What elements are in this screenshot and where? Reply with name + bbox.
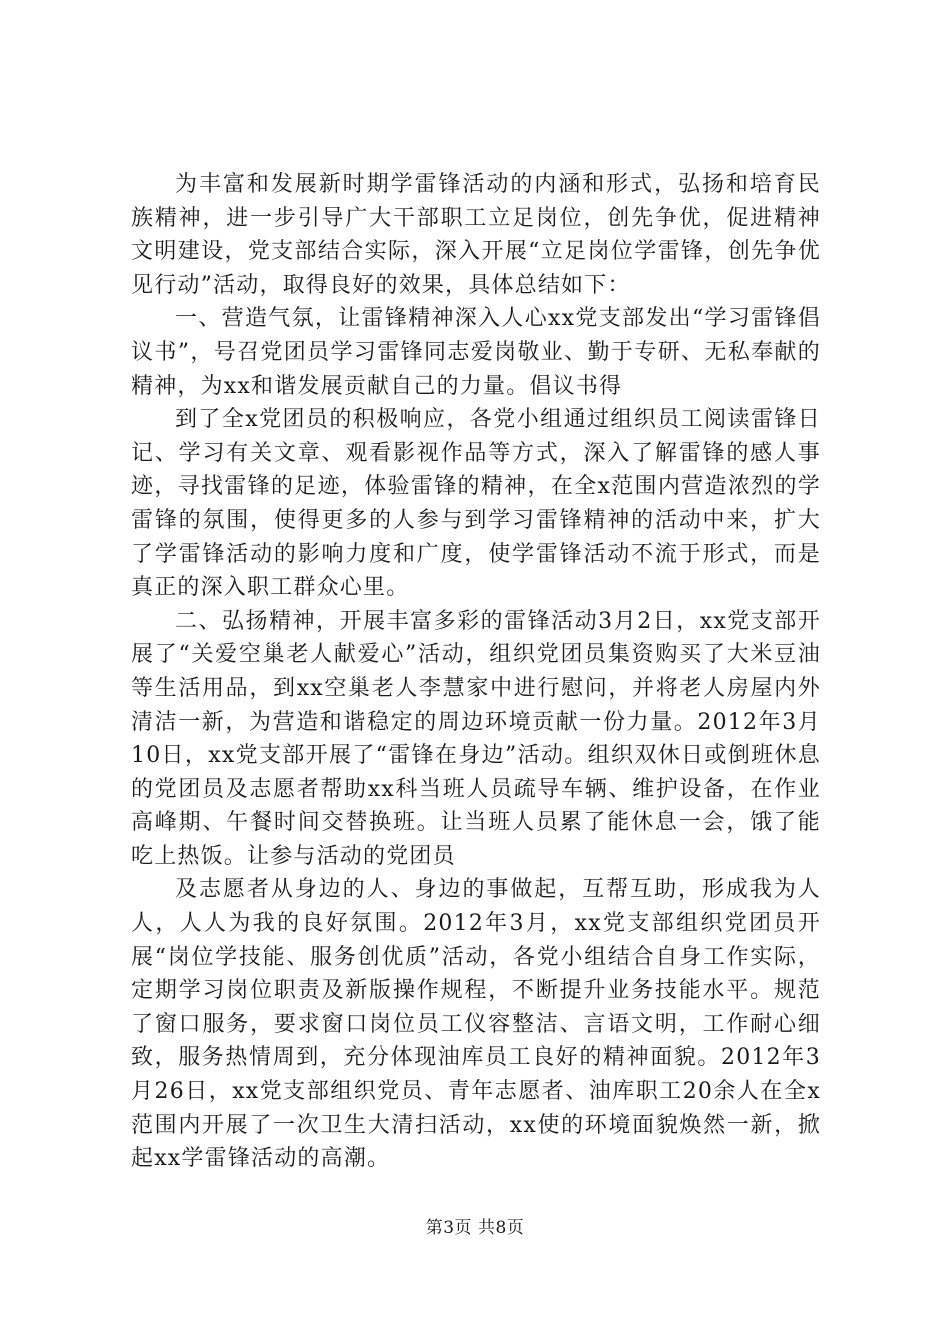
paragraph-section-2-continued: 及志愿者从身边的人、身边的事做起，互帮互助，形成我为人人，人人为我的良好氛围。2012年3月，xx党支部组织党团员开展“岗位学技能、服务创优质”活动，各党小组结合自身工作实际，定期学习岗位职责及新版操作规程，不断提升业务技能水平。规范了窗口服务，要求窗口岗位员工仪容整洁、言语文明，工作耐心细致，服务热情周到，充分体现油库员工良好的精神面貌。2012年3月26日，xx党支部组织党员、青年志愿者、油库职工20余人在全x范围内开展了一次卫生大清扫活动，xx使的环境面貌焕然一新，掀起xx学雷锋活动的高潮。 bbox=[131, 877, 821, 1172]
paragraph-section-1-continued: 到了全x党团员的积极响应，各党小组通过组织员工阅读雷锋日记、学习有关文章、观看影视作品等方式，深入了解雷锋的感人事迹，寻找雷锋的足迹，体验雷锋的精神，在全x范围内营造浓烈的学雷锋的氛围，使得更多的人参与到学习雷锋精神的活动中来，扩大了学雷锋活动的影响力度和广度，使学雷锋活动不流于形式，而是真正的深入职工群众心里。 bbox=[131, 407, 821, 601]
paragraph-intro: 为丰富和发展新时期学雷锋活动的内涵和形式，弘扬和培育民族精神，进一步引导广大干部职工立足岗位，创先争优，促进精神文明建设，党支部结合实际，深入开展“立足岗位学雷锋，创先争优见行动”活动，取得良好的效果，具体总结如下： bbox=[131, 172, 821, 298]
paragraph-section-2: 二、弘扬精神，开展丰富多彩的雷锋活动3月2日，xx党支部开展了“关爱空巢老人献爱心”活动，组织党团员集资购买了大米豆油等生活用品，到xx空巢老人李慧家中进行慰问，并将老人房屋内外清洁一新，为营造和谐稳定的周边环境贡献一份力量。2012年3月10日，xx党支部开展了“雷锋在身边”活动。组织双休日或倒班休息的党团员及志愿者帮助xx科当班人员疏导车辆、维护设备，在作业高峰期、午餐时间交替换班。让当班人员累了能休息一会，饿了能吃上热饭。让参与活动的党团员 bbox=[131, 608, 821, 869]
paragraph-section-1: 一、营造气氛，让雷锋精神深入人心xx党支部发出“学习雷锋倡议书”，号召党团员学习雷锋同志爱岗敬业、勤于专研、无私奉献的精神，为xx和谐发展贡献自己的力量。倡议书得 bbox=[131, 306, 821, 399]
page-number-footer: 第3页 共8页 bbox=[425, 1218, 525, 1238]
document-body bbox=[131, 168, 821, 1176]
